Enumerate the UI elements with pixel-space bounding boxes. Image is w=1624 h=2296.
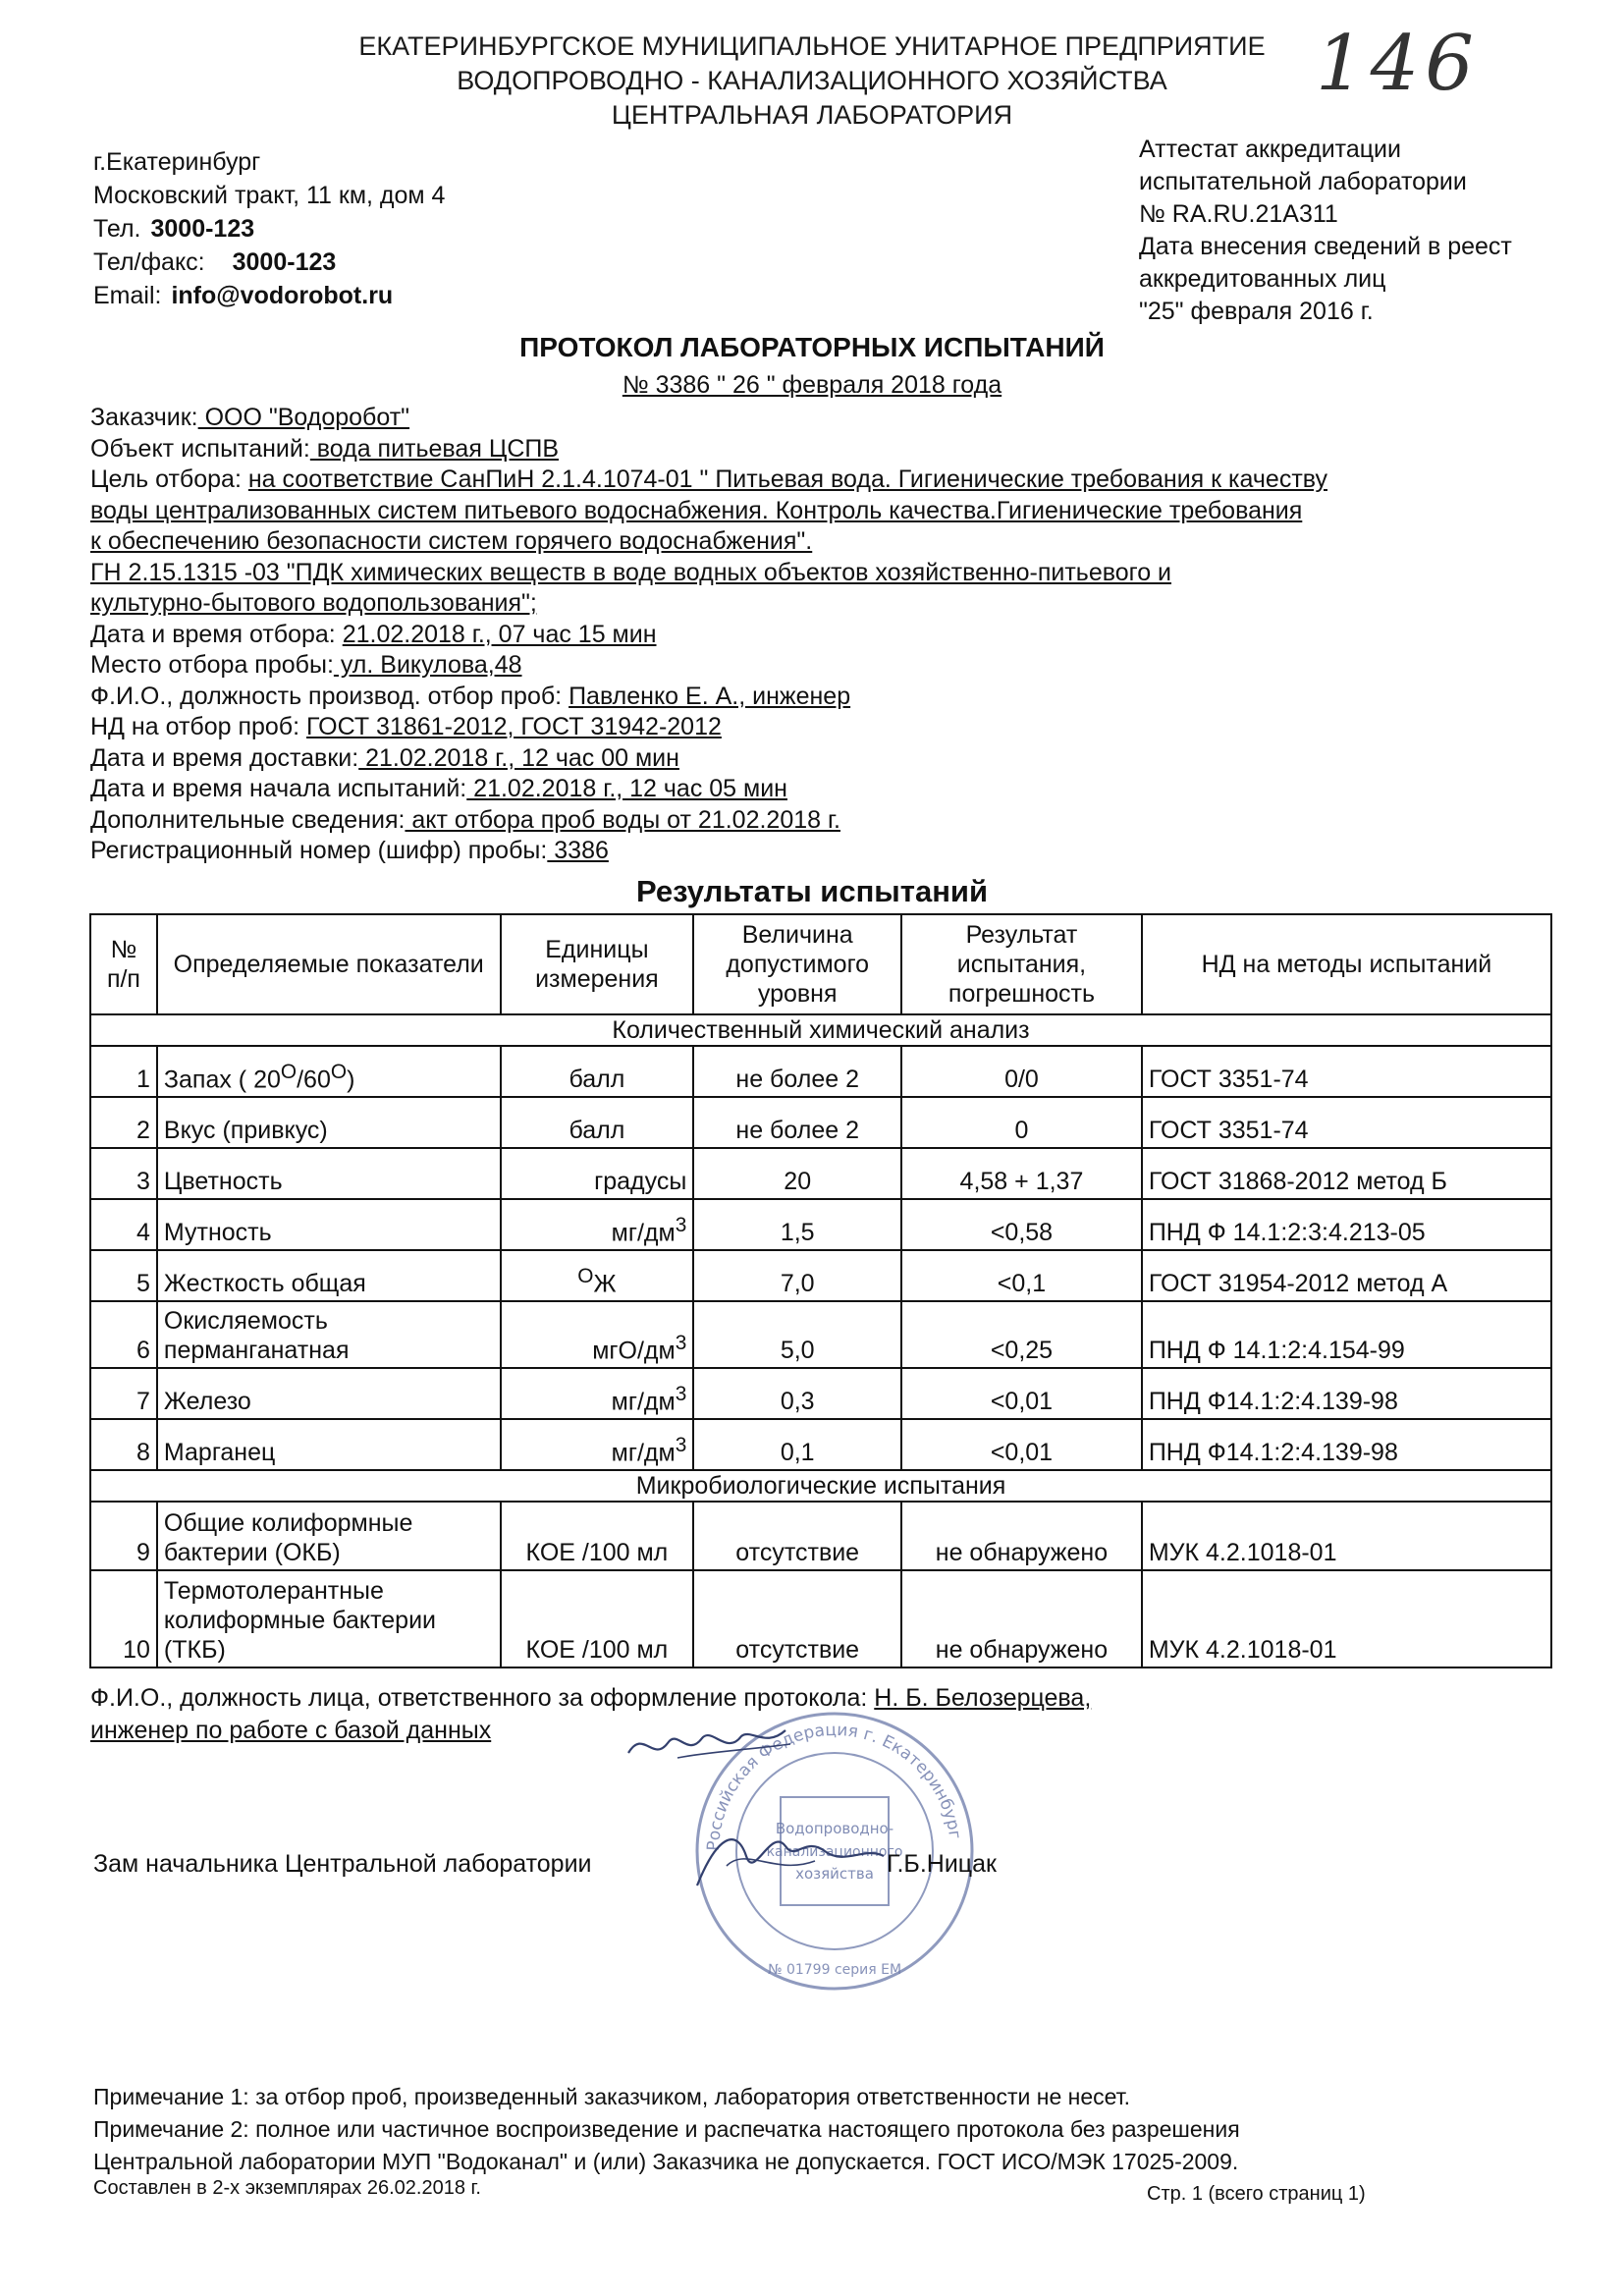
accreditation-line2: испытательной лаборатории bbox=[1139, 168, 1467, 195]
row-num: 4 bbox=[90, 1199, 157, 1250]
address: Московский тракт, 11 км, дом 4 bbox=[93, 182, 446, 209]
row-limit: отсутствие bbox=[693, 1502, 901, 1570]
lab-name: ЦЕНТРАЛЬНАЯ ЛАБОРАТОРИЯ bbox=[611, 100, 1013, 130]
sampling-datetime-row bbox=[90, 620, 1563, 651]
row-method: ПНД Ф14.1:2:4.139-98 bbox=[1142, 1368, 1551, 1419]
stamp-outer-text: Российская Федерация г. Екатеринбург bbox=[703, 1720, 965, 1852]
param-text: /60 bbox=[297, 1066, 331, 1093]
row-num: 9 bbox=[90, 1502, 157, 1570]
row-limit: 7,0 bbox=[693, 1250, 901, 1301]
email-label: Email: bbox=[93, 282, 162, 309]
table-row bbox=[90, 1097, 1551, 1148]
row-result: не обнаружено bbox=[901, 1502, 1142, 1570]
section-row bbox=[90, 1470, 1551, 1502]
email-row bbox=[93, 279, 445, 312]
row-method: ГОСТ 31868-2012 метод Б bbox=[1142, 1148, 1551, 1199]
stamp-inner-line1: Водопроводно- bbox=[775, 1820, 894, 1837]
purpose-row bbox=[90, 465, 1563, 496]
accreditation-line4: Дата внесения сведений в реест bbox=[1139, 233, 1512, 260]
table-row bbox=[90, 1148, 1551, 1199]
object-label: Объект испытаний: bbox=[90, 434, 310, 463]
accreditation-block bbox=[1139, 134, 1624, 328]
customer-value: ООО "Водоробот" bbox=[197, 404, 410, 431]
row-num: 3 bbox=[90, 1148, 157, 1199]
row-method: ПНД Ф 14.1:2:3:4.213-05 bbox=[1142, 1199, 1551, 1250]
table-row bbox=[90, 1419, 1551, 1470]
protocol-number: № 3386 " 26 " февраля 2018 года bbox=[622, 371, 1002, 399]
unit-sup: 3 bbox=[675, 1213, 687, 1236]
accreditation-line1: Аттестат аккредитации bbox=[1139, 136, 1401, 163]
table-row bbox=[90, 1368, 1551, 1419]
note-1-text: за отбор проб, произведенный заказчиком, лаборатория ответственности не несет. bbox=[248, 2084, 1131, 2109]
purpose-label: Цель отбора: bbox=[90, 465, 248, 493]
header-num: № п/п bbox=[90, 914, 157, 1014]
city: г.Екатеринбург bbox=[93, 148, 261, 176]
table-row bbox=[90, 1250, 1551, 1301]
sampling-datetime-label: Дата и время отбора: bbox=[90, 620, 343, 648]
email-value: info@vodorobot.ru bbox=[171, 282, 394, 309]
unit-sup: 3 bbox=[675, 1433, 687, 1456]
table-row bbox=[90, 1570, 1551, 1667]
row-method: МУК 4.2.1018-01 bbox=[1142, 1570, 1551, 1667]
note-2-continuation: Центральной лаборатории МУП "Водоканал" и (или) Заказчика не допускается. ГОСТ ИСО/МЭК 17025-2009. bbox=[93, 2149, 1239, 2174]
row-unit bbox=[501, 1301, 694, 1368]
note-2 bbox=[93, 2113, 1240, 2146]
row-unit bbox=[501, 1419, 694, 1470]
row-unit: градусы bbox=[501, 1148, 694, 1199]
responsible-signature bbox=[619, 1709, 805, 1777]
page-counter: Стр. 1 (всего страниц 1) bbox=[1147, 2183, 1366, 2205]
row-limit: 5,0 bbox=[693, 1301, 901, 1368]
sampling-place-row bbox=[90, 650, 1563, 682]
table-row bbox=[90, 1301, 1551, 1368]
param-sup: О bbox=[280, 1060, 298, 1083]
row-num: 2 bbox=[90, 1097, 157, 1148]
delivery-value: 21.02.2018 г., 12 час 00 мин bbox=[358, 743, 679, 772]
purpose-value-3: к обеспечению безопасности систем горячего водоснабжения". bbox=[90, 527, 813, 555]
object-row bbox=[90, 434, 1563, 465]
row-method: МУК 4.2.1018-01 bbox=[1142, 1502, 1551, 1570]
row-result: <0,01 bbox=[901, 1368, 1142, 1419]
object-value: вода питьевая ЦСПВ bbox=[309, 434, 560, 463]
row-unit: КОЕ /100 мл bbox=[501, 1570, 694, 1667]
results-table bbox=[89, 913, 1552, 1668]
registration-label: Регистрационный номер (шифр) пробы: bbox=[90, 837, 548, 864]
section-row bbox=[90, 1014, 1551, 1046]
delivery-row bbox=[90, 743, 1563, 775]
unit-text: Ж bbox=[593, 1270, 617, 1297]
row-num: 7 bbox=[90, 1368, 157, 1419]
org-name-line1: ЕКАТЕРИНБУРГСКОЕ МУНИЦИПАЛЬНОЕ УНИТАРНОЕ ПРЕДПРИЯТИЕ bbox=[358, 31, 1266, 61]
row-unit: балл bbox=[501, 1097, 694, 1148]
customer-label: Заказчик: bbox=[90, 404, 198, 431]
sampling-standard-label: НД на отбор проб: bbox=[90, 713, 307, 740]
section-chemical: Количественный химический анализ bbox=[90, 1014, 1551, 1046]
stamp-bottom-text: № 01799 серия ЕМ bbox=[767, 1962, 902, 1978]
row-num: 8 bbox=[90, 1419, 157, 1470]
row-result: <0,25 bbox=[901, 1301, 1142, 1368]
customer-row bbox=[90, 403, 1563, 434]
unit-sup: 3 bbox=[675, 1382, 687, 1405]
purpose-value-2: воды централизованных систем питьевого водоснабжения. Контроль качества.Гигиенические требования bbox=[90, 496, 1303, 524]
sampling-place-label: Место отбора пробы: bbox=[90, 651, 334, 679]
row-unit bbox=[501, 1368, 694, 1419]
row-result: <0,01 bbox=[901, 1419, 1142, 1470]
sampler-row bbox=[90, 682, 1563, 713]
accreditation-number: № RA.RU.21A311 bbox=[1139, 200, 1338, 228]
row-param bbox=[157, 1301, 501, 1368]
row-param bbox=[157, 1502, 501, 1570]
phone-value: 3000-123 bbox=[150, 215, 255, 243]
header-limit: Величина допустимого уровня bbox=[693, 914, 901, 1014]
fax-value: 3000-123 bbox=[232, 248, 337, 276]
accreditation-date: "25" февраля 2016 г. bbox=[1139, 298, 1374, 325]
header-unit: Единицы измерения bbox=[501, 914, 694, 1014]
row-unit bbox=[501, 1199, 694, 1250]
handwritten-page-number: 146 bbox=[1316, 20, 1480, 108]
row-param: Цветность bbox=[157, 1148, 501, 1199]
unit-text: мг/дм bbox=[611, 1439, 676, 1466]
note-1-label: Примечание 1: bbox=[93, 2084, 249, 2109]
note-1 bbox=[93, 2081, 1240, 2113]
row-num: 1 bbox=[90, 1046, 157, 1097]
header-param: Определяемые показатели bbox=[157, 914, 501, 1014]
sampler-label: Ф.И.О., должность производ. отбор проб: bbox=[90, 682, 569, 710]
row-method: ГОСТ 3351-74 bbox=[1142, 1046, 1551, 1097]
extra-info-label: Дополнительные сведения: bbox=[90, 805, 406, 834]
param-text: ) bbox=[347, 1066, 355, 1093]
fax-label: Тел/факс: bbox=[93, 248, 205, 276]
sampler-value: Павленко Е. А., инженер bbox=[568, 682, 851, 710]
responsible-name: Н. Б. Белозерцева, bbox=[874, 1684, 1092, 1712]
test-start-value: 21.02.2018 г., 12 час 05 мин bbox=[466, 775, 787, 802]
row-num: 10 bbox=[90, 1570, 157, 1667]
contacts-block bbox=[93, 145, 445, 312]
row-limit: 1,5 bbox=[693, 1199, 901, 1250]
row-limit: не более 2 bbox=[693, 1097, 901, 1148]
extra-info-value: акт отбора проб воды от 21.02.2018 г. bbox=[405, 805, 840, 834]
row-method: ГОСТ 3351-74 bbox=[1142, 1097, 1551, 1148]
protocol-number-line bbox=[0, 371, 1624, 400]
section-microbiological: Микробиологические испытания bbox=[90, 1470, 1551, 1502]
row-param: Вкус (привкус) bbox=[157, 1097, 501, 1148]
row-num: 5 bbox=[90, 1250, 157, 1301]
row-method: ПНД Ф14.1:2:4.139-98 bbox=[1142, 1419, 1551, 1470]
purpose-value-1: на соответствие СанПиН 2.1.4.1074-01 " Питьевая вода. Гигиенические требования к качеству bbox=[247, 465, 1328, 493]
row-result: 0 bbox=[901, 1097, 1142, 1148]
copies-info: Составлен в 2-х экземплярах 26.02.2018 г. bbox=[93, 2177, 481, 2199]
note-2-text: полное или частичное воспроизведение и распечатка настоящего протокола без разрешения bbox=[248, 2116, 1240, 2142]
sampling-datetime-value: 21.02.2018 г., 07 час 15 мин bbox=[342, 620, 657, 648]
row-param: Железо bbox=[157, 1368, 501, 1419]
row-method: ПНД Ф 14.1:2:4.154-99 bbox=[1142, 1301, 1551, 1368]
unit-text: мгО/дм bbox=[592, 1337, 676, 1364]
param-sup: О bbox=[330, 1060, 348, 1083]
fax-row bbox=[93, 246, 445, 279]
param-line: перманганатная bbox=[163, 1337, 350, 1364]
row-param: Марганец bbox=[157, 1419, 501, 1470]
registration-value: 3386 bbox=[547, 837, 609, 864]
row-result: 0/0 bbox=[901, 1046, 1142, 1097]
note-2-label: Примечание 2: bbox=[93, 2116, 249, 2142]
row-result: 4,58 + 1,37 bbox=[901, 1148, 1142, 1199]
stamp-inner-line3: хозяйства bbox=[795, 1865, 874, 1883]
protocol-title: ПРОТОКОЛ ЛАБОРАТОРНЫХ ИСПЫТАНИЙ bbox=[519, 332, 1105, 362]
param-line: колиформные бактерии bbox=[163, 1607, 436, 1634]
row-unit: КОЕ /100 мл bbox=[501, 1502, 694, 1570]
unit-text: мг/дм bbox=[611, 1219, 676, 1246]
row-param bbox=[157, 1046, 501, 1097]
purpose-value-4: ГН 2.15.1315 -03 "ПДК химических веществ в воде водных объектов хозяйственно-питьевого и bbox=[90, 558, 1172, 586]
registration-row bbox=[90, 836, 1563, 867]
extra-info-row bbox=[90, 805, 1563, 837]
org-name-line2: ВОДОПРОВОДНО - КАНАЛИЗАЦИОННОГО ХОЗЯЙСТВА bbox=[457, 66, 1167, 95]
row-param bbox=[157, 1570, 501, 1667]
table-row bbox=[90, 1502, 1551, 1570]
param-text: Запах ( 20 bbox=[163, 1066, 281, 1093]
unit-sup: 3 bbox=[675, 1331, 687, 1354]
sampling-standard-row bbox=[90, 712, 1563, 743]
row-num: 6 bbox=[90, 1301, 157, 1368]
param-line: (ТКБ) bbox=[163, 1636, 226, 1664]
row-result: <0,58 bbox=[901, 1199, 1142, 1250]
signoff-role: Зам начальника Центральной лаборатории bbox=[93, 1850, 592, 1878]
param-line: Окисляемость bbox=[163, 1307, 328, 1335]
row-result: <0,1 bbox=[901, 1250, 1142, 1301]
param-line: Общие колиформные bbox=[163, 1509, 413, 1537]
purpose-value-5: культурно-бытового водопользования"; bbox=[90, 589, 537, 617]
row-result: не обнаружено bbox=[901, 1570, 1142, 1667]
accreditation-line5: аккредитованных лиц bbox=[1139, 265, 1386, 293]
head-signature bbox=[677, 1807, 893, 1905]
unit-sup: О bbox=[577, 1264, 594, 1287]
sample-info bbox=[90, 403, 1563, 867]
row-limit: 0,3 bbox=[693, 1368, 901, 1419]
signoff-name: Г.Б.Ницак bbox=[887, 1850, 997, 1878]
row-unit bbox=[501, 1250, 694, 1301]
row-param: Жесткость общая bbox=[157, 1250, 501, 1301]
table-row bbox=[90, 1199, 1551, 1250]
sampling-standard-value: ГОСТ 31861-2012, ГОСТ 31942-2012 bbox=[306, 713, 722, 740]
sampling-place-value: ул. Викулова,48 bbox=[333, 651, 522, 679]
param-line: бактерии (ОКБ) bbox=[163, 1539, 341, 1566]
delivery-label: Дата и время доставки: bbox=[90, 743, 359, 772]
row-param: Мутность bbox=[157, 1199, 501, 1250]
row-method: ГОСТ 31954-2012 метод А bbox=[1142, 1250, 1551, 1301]
results-title: Результаты испытаний bbox=[635, 874, 989, 908]
responsible-position: инженер по работе с базой данных bbox=[90, 1717, 492, 1744]
param-line: Термотолерантные bbox=[163, 1577, 384, 1605]
row-limit: не более 2 bbox=[693, 1046, 901, 1097]
notes-block bbox=[93, 2081, 1240, 2178]
table-header bbox=[90, 914, 1551, 1014]
phone-row bbox=[93, 212, 445, 246]
row-limit: 0,1 bbox=[693, 1419, 901, 1470]
row-limit: 20 bbox=[693, 1148, 901, 1199]
test-start-row bbox=[90, 774, 1563, 805]
table-row bbox=[90, 1046, 1551, 1097]
phone-label: Тел. bbox=[93, 215, 141, 243]
unit-text: мг/дм bbox=[611, 1388, 676, 1415]
header-method: НД на методы испытаний bbox=[1142, 914, 1551, 1014]
header-result: Результат испытания, погрешность bbox=[901, 914, 1142, 1014]
row-limit: отсутствие bbox=[693, 1570, 901, 1667]
row-unit: балл bbox=[501, 1046, 694, 1097]
test-start-label: Дата и время начала испытаний: bbox=[90, 775, 467, 802]
stamp-inner-line2: канализационного bbox=[766, 1844, 903, 1860]
responsible-label: Ф.И.О., должность лица, ответственного за оформление протокола: bbox=[90, 1684, 875, 1712]
